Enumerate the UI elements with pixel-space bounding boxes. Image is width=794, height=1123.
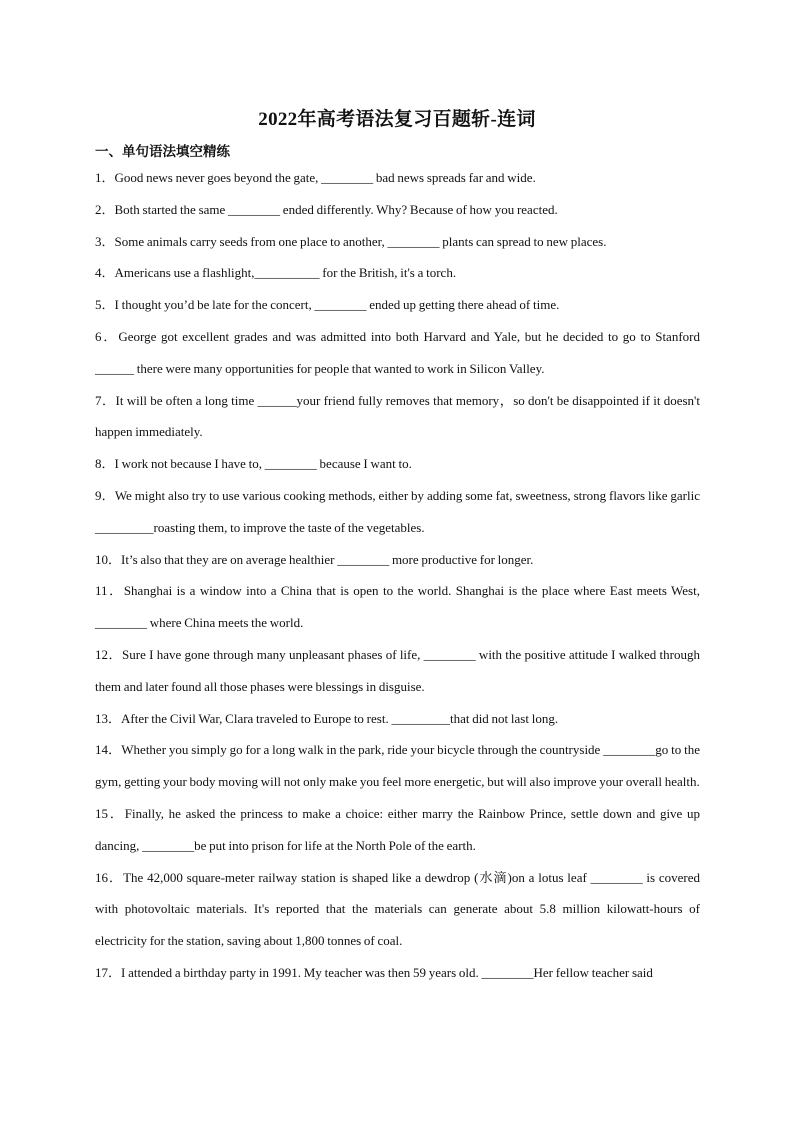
question-item <box>95 862 700 957</box>
question-text: After the Civil War, Clara traveled to Europe to rest. _________that did not last long. <box>121 710 559 726</box>
question-text: Americans use a flashlight,__________ for the British, it's a torch. <box>114 265 457 281</box>
section-heading: 一、单句语法填空精练 <box>95 144 230 159</box>
question-text: I work not because I have to, ________ because I want to. <box>114 456 412 472</box>
question-list <box>95 162 700 989</box>
question-item <box>95 194 700 226</box>
question-item <box>95 321 700 385</box>
question-item <box>95 544 700 576</box>
question-number: 5． <box>95 297 115 313</box>
question-item <box>95 480 700 544</box>
question-item <box>95 226 700 258</box>
question-number: 17． <box>95 964 122 980</box>
question-number: 7． <box>95 392 116 408</box>
question-text: Both started the same ________ ended differently. Why? Because of how you reacted. <box>114 201 558 217</box>
question-text: The 42,000 square-meter railway station is shaped like a dewdrop (水滴)on a lotus leaf ________ is covered with photovoltaic materials. It's reported that the materials can generate about 5.8 million kilowatt-hours of electricity for the station, saving about 1,800 tonnes of coal. <box>95 869 700 949</box>
question-item <box>95 957 700 989</box>
question-item <box>95 257 700 289</box>
question-text: Good news never goes beyond the gate, ________ bad news spreads far and wide. <box>114 170 536 185</box>
question-text: Shanghai is a window into a China that is open to the world. Shanghai is the place where East meets West, ________ where China meets the world. <box>95 583 700 631</box>
question-number: 12． <box>95 646 123 662</box>
question-number: 6． <box>95 328 119 344</box>
question-item <box>95 289 700 321</box>
question-item <box>95 448 700 480</box>
question-number: 16． <box>95 869 124 885</box>
question-number: 15． <box>95 805 125 821</box>
question-text: Whether you simply go for a long walk in the park, ride your bicycle through the countryside ________go to the gym, getting your body moving will not only make you feel more energetic, but will also improve your overall health. <box>95 742 700 790</box>
question-item <box>95 798 700 862</box>
question-item <box>95 703 700 735</box>
question-number: 10． <box>95 551 122 567</box>
question-item <box>95 734 700 798</box>
question-text: It’s also that they are on average healthier ________ more productive for longer. <box>121 551 534 567</box>
question-number: 3． <box>95 233 115 249</box>
question-text: Sure I have gone through many unpleasant phases of life, ________ with the positive attitude I walked through them and later found all those phases were blessings in disguise. <box>95 646 700 694</box>
question-number: 14． <box>95 742 122 758</box>
question-item <box>95 639 700 703</box>
question-item <box>95 162 700 194</box>
question-number: 8． <box>95 456 115 472</box>
question-text: We might also try to use various cooking methods, either by adding some fat, sweetness, strong flavors like garlic _________roasting them, to improve the taste of the vegetables. <box>95 487 700 535</box>
question-text: It will be often a long time ______your friend fully removes that memory，so don't be disappointed if it doesn't happen immediately. <box>95 392 700 440</box>
question-text: Some animals carry seeds from one place to another, ________ plants can spread to new places. <box>114 233 607 249</box>
question-item <box>95 385 700 449</box>
question-item <box>95 575 700 639</box>
question-text: I attended a birthday party in 1991. My teacher was then 59 years old. ________Her fellow teacher said <box>121 964 653 980</box>
question-number: 2． <box>95 201 115 217</box>
question-number: 9． <box>95 487 115 503</box>
question-number: 11． <box>95 583 124 599</box>
question-number: 1． <box>95 170 115 185</box>
question-number: 4． <box>95 265 115 281</box>
page-title: 2022年高考语法复习百题斩-连词 <box>258 109 536 130</box>
question-text: George got excellent grades and was admitted into both Harvard and Yale, but he decided to go to Stanford ______ there were many opportunities for people that wanted to work in Silicon Valley. <box>95 328 700 376</box>
question-text: I thought you’d be late for the concert, ________ ended up getting there ahead of time. <box>114 297 560 313</box>
question-text: Finally, he asked the princess to make a choice: either marry the Rainbow Prince, settle down and give up dancing, ________be put into prison for life at the North Pole of the earth. <box>95 805 700 853</box>
question-number: 13． <box>95 710 122 726</box>
